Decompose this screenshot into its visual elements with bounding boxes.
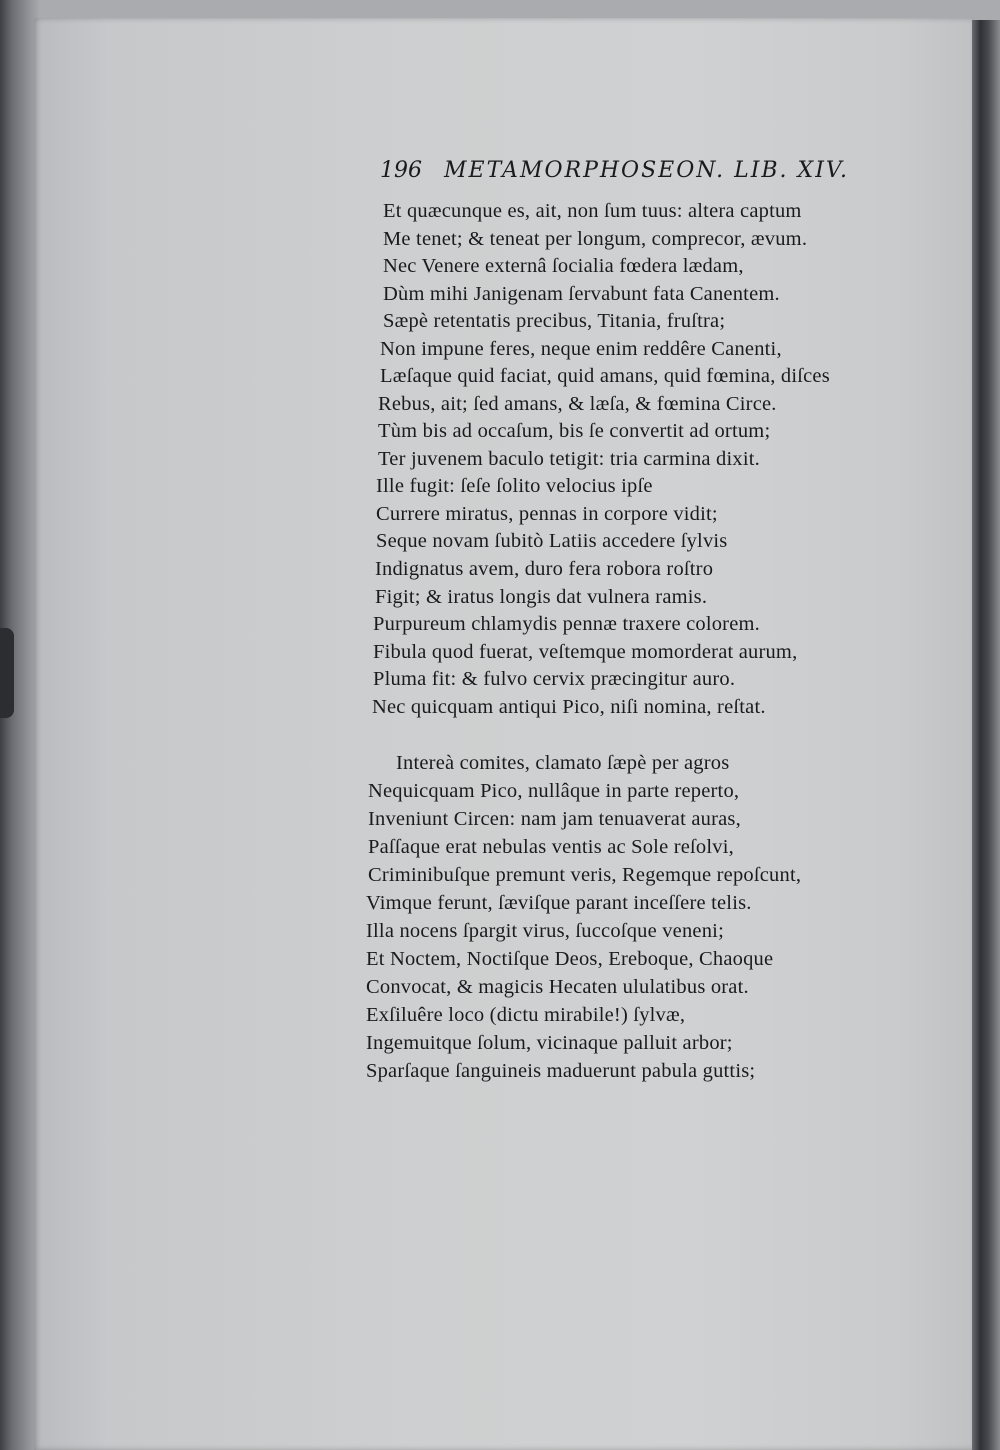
verse-line: Convocat, & magicis Hecaten ululatibus orat. [366, 976, 749, 998]
verse-line: Currere miratus, pennas in corpore vidit; [376, 503, 718, 525]
verse-line: Rebus, ait; ſed amans, & læſa, & fœmina Circe. [378, 393, 777, 415]
running-header [380, 158, 880, 183]
verse-line: Et quæcunque es, ait, non ſum tuus: altera captum [383, 200, 802, 222]
verse-line: Nec quicquam antiqui Pico, niſi nomina, reſtat. [372, 696, 766, 718]
verse-line: Paſſaque erat nebulas ventis ac Sole reſolvi, [368, 836, 734, 858]
verse-line: Indignatus avem, duro fera robora roſtro [375, 558, 714, 580]
verse-line: Dùm mihi Janigenam ſervabunt fata Canentem. [383, 283, 780, 305]
verse-line: Seque novam ſubitò Latiis accedere ſylvis [376, 530, 728, 552]
verse-line: Figit; & iratus longis dat vulnera ramis. [375, 586, 708, 608]
verse-line: Criminibuſque premunt veris, Regemque repoſcunt, [368, 864, 802, 886]
verse-line: Sparſaque ſanguineis maduerunt pabula guttis; [366, 1060, 756, 1082]
verse-line: Purpureum chlamydis pennæ traxere colorem. [373, 613, 760, 635]
verse-line: Tùm bis ad occaſum, bis ſe convertit ad ortum; [378, 420, 771, 442]
verse-line: Vimque ferunt, ſæviſque parant inceſſere telis. [366, 892, 752, 914]
verse-line: Me tenet; & teneat per longum, comprecor, ævum. [383, 228, 808, 250]
verse-line: Illa nocens ſpargit virus, ſuccoſque veneni; [366, 920, 724, 942]
verse-line: Nec Venere externâ ſocialia fœdera lædam, [383, 255, 744, 277]
page-number: 196 [380, 158, 422, 183]
verse-line: Ter juvenem baculo tetigit: tria carmina dixit. [378, 448, 760, 470]
running-head-title: METAMORPHOSEON. LIB. XIV. [444, 158, 849, 183]
verse-line: Ingemuitque ſolum, vicinaque palluit arbor; [366, 1032, 733, 1054]
verse-line: Pluma fit: & fulvo cervix præcingitur auro. [373, 668, 736, 690]
verse-line: Læſaque quid faciat, quid amans, quid fœmina, diſces [380, 365, 830, 387]
verse-line: Ille fugit: ſeſe ſolito velocius ipſe [376, 475, 653, 497]
verse-line: Fibula quod fuerat, veſtemque momorderat aurum, [373, 641, 798, 663]
verse-line: Nequicquam Pico, nullâque in parte reperto, [368, 780, 740, 802]
verse-line: Intereà comites, clamato ſæpè per agros [396, 752, 730, 774]
verse-line: Et Noctem, Noctiſque Deos, Ereboque, Chaoque [366, 948, 774, 970]
verse-line: Inveniunt Circen: nam jam tenuaverat auras, [368, 808, 741, 830]
verse-line: Sæpè retentatis precibus, Titania, fruſtra; [383, 310, 726, 332]
verse-line: Exſiluêre loco (dictu mirabile!) ſylvæ, [366, 1004, 686, 1026]
verse-line: Non impune feres, neque enim reddêre Canenti, [380, 338, 782, 360]
